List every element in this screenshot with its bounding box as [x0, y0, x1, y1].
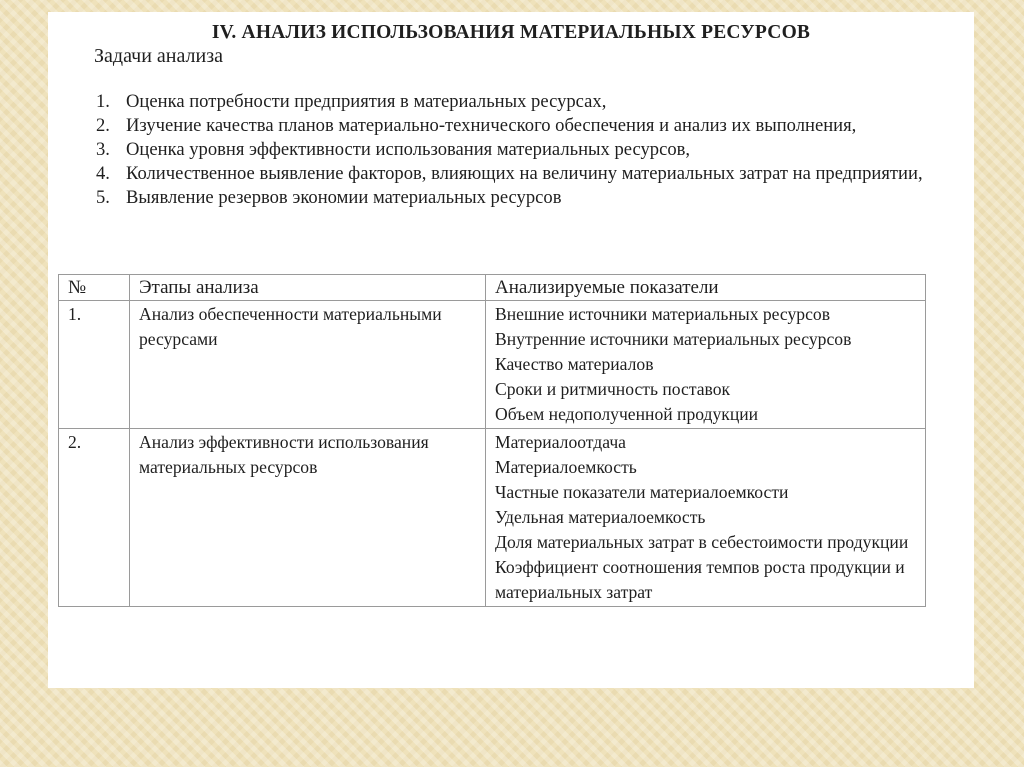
indicator-item: Внутренние источники материальных ресурсов — [495, 329, 852, 349]
task-item — [96, 138, 952, 162]
task-item — [96, 90, 952, 114]
indicator-item: Коэффициент соотношения темпов роста продукции и материальных затрат — [495, 557, 905, 602]
task-item — [96, 186, 952, 210]
indicator-list — [495, 302, 917, 427]
task-text: Изучение качества планов материально-технического обеспечения и анализ их выполнения, — [126, 115, 857, 136]
indicator-item: Удельная материалоемкость — [495, 507, 706, 527]
task-item — [96, 114, 952, 138]
row-number: 2. — [59, 429, 130, 607]
row-stage: Анализ эффективности использования материальных ресурсов — [130, 429, 486, 607]
header-indicators: Анализируемые показатели — [486, 275, 926, 301]
table-row — [59, 429, 926, 607]
table-header-row — [59, 275, 926, 301]
slide-content — [48, 12, 974, 688]
slide-title: IV. АНАЛИЗ ИСПОЛЬЗОВАНИЯ МАТЕРИАЛЬНЫХ РЕСУРСОВ — [211, 22, 811, 43]
task-text: Количественное выявление факторов, влияющих на величину материальных затрат на предприятии, — [126, 163, 923, 184]
task-item — [96, 162, 952, 186]
indicator-item: Объем недополученной продукции — [495, 404, 759, 424]
task-text: Оценка потребности предприятия в материальных ресурсах, — [126, 91, 607, 112]
task-number: 3. — [96, 139, 110, 160]
indicator-item: Частные показатели материалоемкости — [495, 482, 789, 502]
indicator-item: Материалоотдача — [495, 432, 626, 452]
table-row — [59, 301, 926, 429]
task-number: 5. — [96, 187, 110, 208]
row-stage: Анализ обеспеченности материальными ресурсами — [130, 301, 486, 429]
task-number: 4. — [96, 163, 110, 184]
indicator-list — [495, 430, 917, 605]
indicator-item: Материалоемкость — [495, 457, 637, 477]
task-text: Выявление резервов экономии материальных ресурсов — [126, 187, 562, 208]
tasks-list — [96, 90, 952, 210]
section-subtitle: Задачи анализа — [94, 45, 224, 67]
indicator-item: Внешние источники материальных ресурсов — [495, 304, 831, 324]
task-text: Оценка уровня эффективности использования материальных ресурсов, — [126, 139, 691, 160]
row-indicators — [486, 429, 926, 607]
header-stages: Этапы анализа — [130, 275, 486, 301]
indicator-item: Сроки и ритмичность поставок — [495, 379, 731, 399]
header-number: № — [59, 275, 130, 301]
task-number: 1. — [96, 91, 110, 112]
indicator-item: Доля материальных затрат в себестоимости продукции — [495, 532, 909, 552]
row-number: 1. — [59, 301, 130, 429]
row-indicators — [486, 301, 926, 429]
task-number: 2. — [96, 115, 110, 136]
indicator-item: Качество материалов — [495, 354, 654, 374]
analysis-stages-table — [58, 274, 926, 607]
